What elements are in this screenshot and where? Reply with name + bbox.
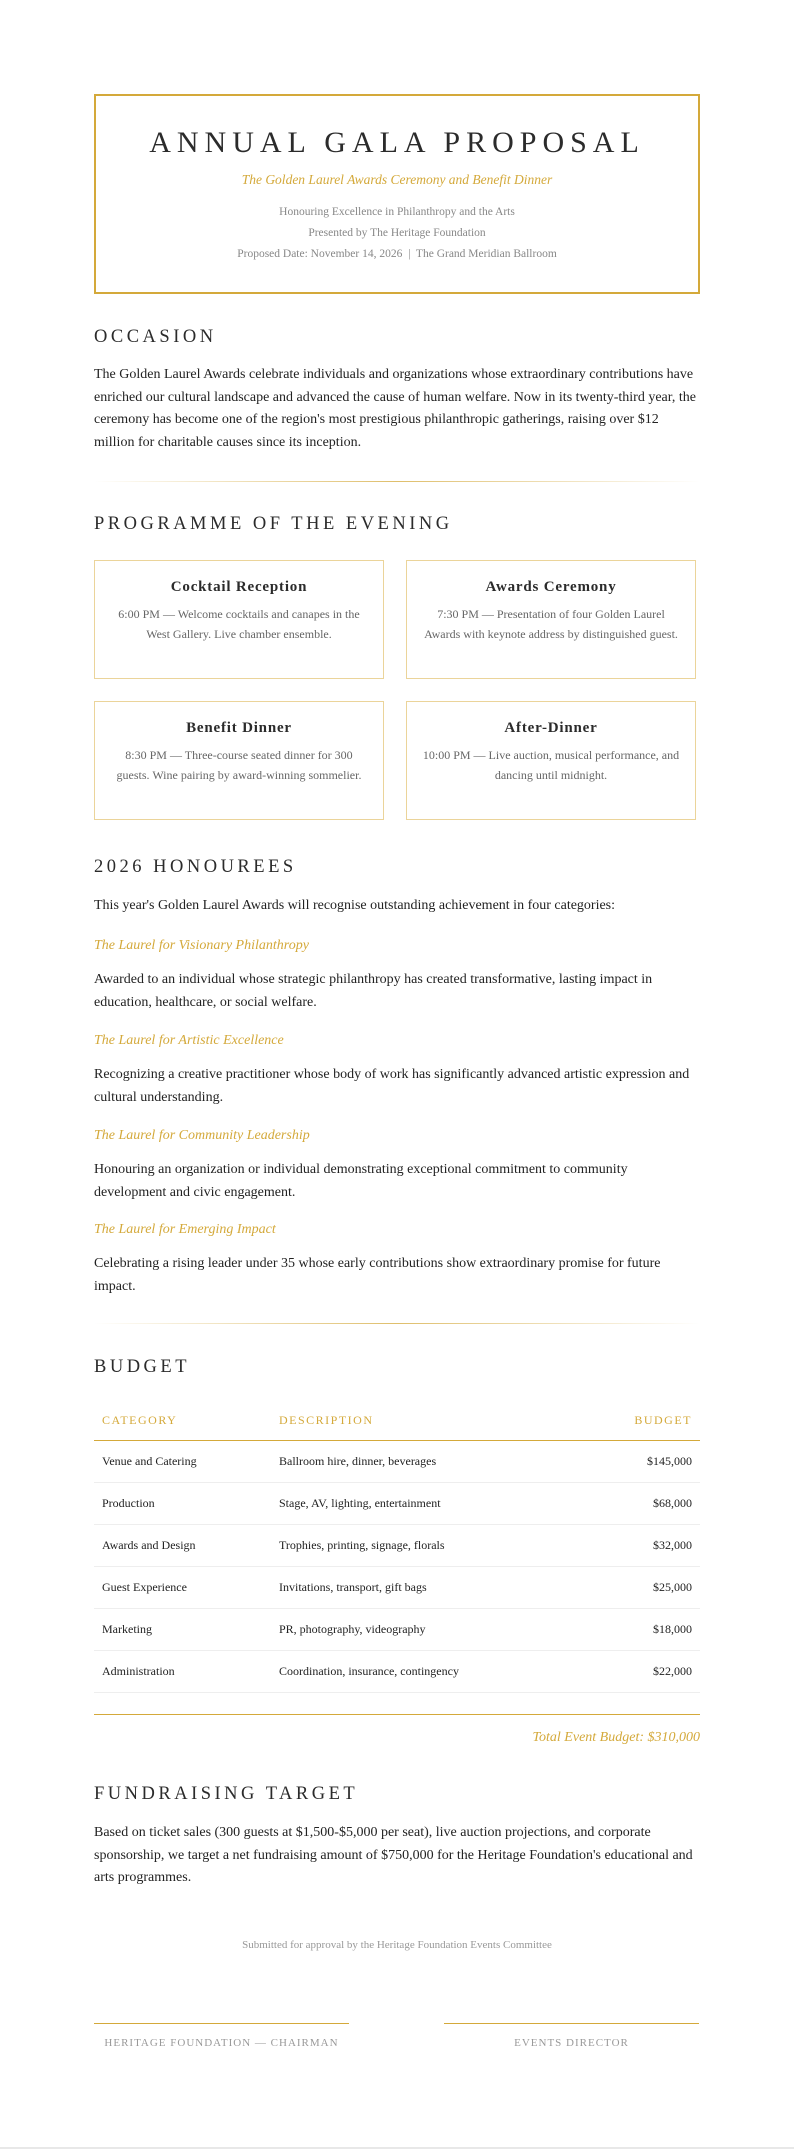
cell-category: Awards and Design xyxy=(94,1525,271,1567)
cell-budget: $22,000 xyxy=(564,1651,700,1693)
cell-category: Marketing xyxy=(94,1609,271,1651)
award-title: The Laurel for Artistic Excellence xyxy=(94,1033,284,1048)
cell-description: Coordination, insurance, contingency xyxy=(271,1651,564,1693)
fundraising-heading: FUNDRAISING TARGET xyxy=(94,1784,359,1804)
cell-budget: $18,000 xyxy=(564,1609,700,1651)
signature-line-chairman xyxy=(94,2023,349,2024)
cell-description: Invitations, transport, gift bags xyxy=(271,1567,564,1609)
fundraising-text: Based on ticket sales (300 guests at $1,500-$5,000 per seat), live auction projections, and corporate sponsorship, we target a net fundraising amount of $750,000 for the Heritage Foundation's educational and arts programmes. xyxy=(94,1825,693,1885)
programme-card-title: Cocktail Reception xyxy=(170,579,308,595)
programme-card xyxy=(94,701,384,820)
award-description: Celebrating a rising leader under 35 whose early contributions show extraordinary promise for future impact. xyxy=(94,1256,661,1294)
table-row xyxy=(94,1567,700,1609)
award-title: The Laurel for Community Leadership xyxy=(94,1128,310,1143)
table-row xyxy=(94,1651,700,1693)
occasion-text: The Golden Laurel Awards celebrate individuals and organizations whose extraordinary contributions have enriched our cultural landscape and advanced the cause of human welfare. Now in its twenty-third year, the ceremony has become one of the region's most prestigious philanthropic gatherings, raising over $12 million for charitable causes since its inception. xyxy=(94,367,696,450)
signature-label-director: EVENTS DIRECTOR xyxy=(514,2037,629,2049)
date-venue: Proposed Date: November 14, 2026 | The Grand Meridian Ballroom xyxy=(237,248,557,260)
cell-category: Administration xyxy=(94,1651,271,1693)
table-header-row xyxy=(94,1400,700,1441)
page-subtitle: The Golden Laurel Awards Ceremony and Benefit Dinner xyxy=(241,172,553,187)
award-title: The Laurel for Emerging Impact xyxy=(94,1222,276,1237)
page-title: ANNUAL GALA PROPOSAL xyxy=(149,126,645,159)
table-row xyxy=(94,1525,700,1567)
cell-description: Ballroom hire, dinner, beverages xyxy=(271,1441,564,1483)
signature-label-chairman: HERITAGE FOUNDATION — CHAIRMAN xyxy=(104,2037,339,2049)
honourees-heading: 2026 HONOUREES xyxy=(94,857,297,877)
cell-budget: $25,000 xyxy=(564,1567,700,1609)
table-row xyxy=(94,1483,700,1525)
total-rule xyxy=(94,1714,700,1715)
programme-card-text: 8:30 PM — Three-course seated dinner for 300 guests. Wine pairing by award-winning sommelier. xyxy=(116,748,362,782)
signature-line-director xyxy=(444,2023,699,2024)
budget-total: Total Event Budget: $310,000 xyxy=(532,1730,700,1745)
occasion-heading: OCCASION xyxy=(94,327,217,347)
cell-budget: $145,000 xyxy=(564,1441,700,1483)
budget-heading: BUDGET xyxy=(94,1357,191,1377)
column-header-description: DESCRIPTION xyxy=(271,1400,564,1441)
table-row xyxy=(94,1609,700,1651)
award-title: The Laurel for Visionary Philanthropy xyxy=(94,938,309,953)
cell-category: Production xyxy=(94,1483,271,1525)
award-description: Awarded to an individual whose strategic philanthropy has created transformative, lasting impact in education, healthcare, or social welfare. xyxy=(94,972,653,1010)
programme-card-title: Awards Ceremony xyxy=(485,579,617,595)
award-description: Recognizing a creative practitioner whose body of work has significantly advanced artistic expression and cultural understanding. xyxy=(94,1067,690,1105)
table-row xyxy=(94,1441,700,1483)
column-header-budget: BUDGET xyxy=(564,1400,700,1441)
programme-card xyxy=(406,701,696,820)
cell-budget: $32,000 xyxy=(564,1525,700,1567)
honourees-intro: This year's Golden Laurel Awards will recognise outstanding achievement in four categories: xyxy=(94,898,616,913)
programme-card-title: Benefit Dinner xyxy=(186,720,292,736)
divider xyxy=(94,481,700,482)
column-header-category: CATEGORY xyxy=(94,1400,271,1441)
cell-budget: $68,000 xyxy=(564,1483,700,1525)
budget-table xyxy=(94,1400,700,1693)
cell-description: Stage, AV, lighting, entertainment xyxy=(271,1483,564,1525)
cell-description: Trophies, printing, signage, florals xyxy=(271,1525,564,1567)
header-box xyxy=(94,94,700,294)
programme-heading: PROGRAMME OF THE EVENING xyxy=(94,514,453,534)
tagline: Honouring Excellence in Philanthropy and the Arts xyxy=(279,206,515,218)
submitted-note: Submitted for approval by the Heritage Foundation Events Committee xyxy=(242,1939,552,1951)
presented-by: Presented by The Heritage Foundation xyxy=(308,227,486,239)
divider xyxy=(94,1323,700,1324)
award-description: Honouring an organization or individual demonstrating exceptional commitment to community development and civic engagement. xyxy=(94,1162,628,1200)
programme-card xyxy=(94,560,384,679)
programme-card xyxy=(406,560,696,679)
programme-card-title: After-Dinner xyxy=(504,720,598,736)
programme-card-text: 7:30 PM — Presentation of four Golden Laurel Awards with keynote address by distinguished guest. xyxy=(424,607,678,641)
cell-description: PR, photography, videography xyxy=(271,1609,564,1651)
programme-card-text: 6:00 PM — Welcome cocktails and canapes in the West Gallery. Live chamber ensemble. xyxy=(118,607,360,641)
cell-category: Guest Experience xyxy=(94,1567,271,1609)
cell-category: Venue and Catering xyxy=(94,1441,271,1483)
programme-card-text: 10:00 PM — Live auction, musical performance, and dancing until midnight. xyxy=(422,748,680,782)
